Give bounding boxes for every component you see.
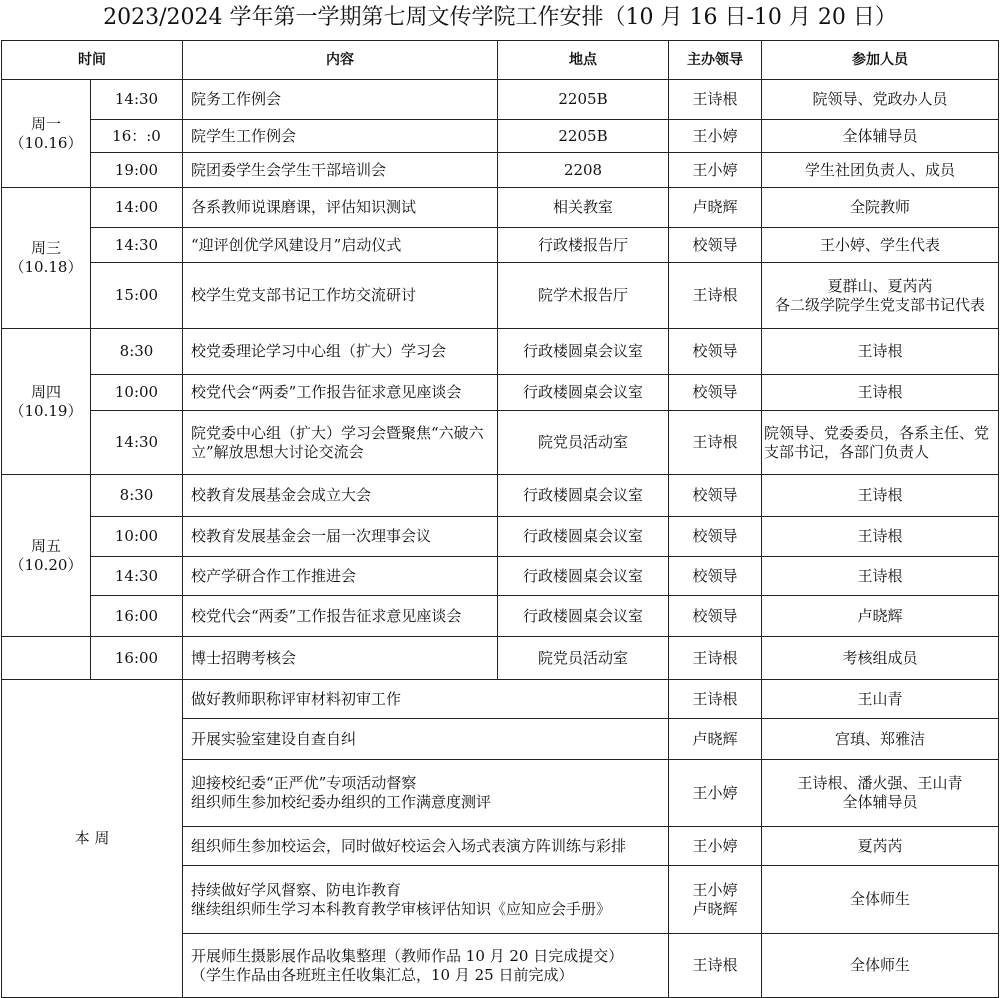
people-cell: 全体师生	[762, 866, 999, 934]
day-name: 周三	[30, 239, 61, 257]
people-cell: 王诗根	[762, 517, 999, 557]
place-cell: 2205B	[498, 80, 669, 120]
time-cell: 16：:0	[91, 120, 183, 153]
header-place: 地点	[498, 41, 669, 80]
day-cell-wed	[2, 188, 91, 329]
leader-line: 卢晓辉	[692, 899, 738, 918]
leader-cell: 王诗根	[669, 263, 762, 329]
people-line: 全体辅导员	[842, 793, 918, 811]
table-row	[2, 120, 999, 153]
content-line: 院党委中心组（扩大）学习会暨聚焦“六破六	[191, 423, 484, 442]
week-content-cell: 组织师生参加校运会，同时做好校运会入场式表演方阵训练与彩排	[183, 827, 669, 866]
content-cell: 院团委学生会学生干部培训会	[183, 153, 498, 188]
content-line: 持续做好学风督察、防电诈教育	[191, 880, 402, 899]
header-time: 时间	[2, 41, 183, 80]
time-cell: 14:00	[91, 188, 183, 228]
table-row	[2, 329, 999, 375]
leader-cell: 王诗根	[669, 637, 762, 680]
place-cell: 行政楼圆桌会议室	[498, 475, 669, 517]
header-row	[2, 41, 999, 80]
day-name: 周五	[30, 536, 61, 555]
leader-cell: 卢晓辉	[669, 188, 762, 228]
people-line: 夏群山、夏芮芮	[827, 276, 933, 295]
content-line: 立”解放思想大讨论交流会	[191, 442, 364, 461]
content-line: 开展师生摄影展作品收集整理（教师作品 10 月 20 日完成提交）	[191, 946, 624, 965]
people-cell: 王诗根	[762, 375, 999, 411]
place-cell: 院党员活动室	[498, 411, 669, 475]
table-row	[2, 411, 999, 475]
day-cell-mon	[2, 80, 91, 188]
people-cell: 王诗根	[762, 475, 999, 517]
table-row	[2, 375, 999, 411]
header-content: 内容	[183, 41, 498, 80]
day-name: 周四	[30, 382, 61, 401]
time-cell: 15:00	[91, 263, 183, 329]
day-name: 周一	[30, 114, 61, 133]
people-cell	[762, 263, 999, 329]
place-cell: 行政楼报告厅	[498, 228, 669, 263]
content-cell: 各系教师说课磨课，评估知识测试	[183, 188, 498, 228]
table-row	[2, 680, 999, 719]
leader-cell: 校领导	[669, 375, 762, 411]
place-cell: 院党员活动室	[498, 637, 669, 680]
table-row	[2, 80, 999, 120]
content-cell: 校党代会“两委”工作报告征求意见座谈会	[183, 375, 498, 411]
table-row	[2, 263, 999, 329]
header-people: 参加人员	[762, 41, 999, 80]
content-cell: 校党委理论学习中心组（扩大）学习会	[183, 329, 498, 375]
leader-cell: 王诗根	[669, 680, 762, 719]
place-cell: 行政楼圆桌会议室	[498, 375, 669, 411]
place-cell: 行政楼圆桌会议室	[498, 517, 669, 557]
leader-cell: 校领导	[669, 596, 762, 637]
people-line: 各二级学院学生党支部书记代表	[774, 295, 985, 314]
week-content-cell	[183, 934, 669, 998]
week-content-cell	[183, 760, 669, 827]
content-cell: 校党代会“两委”工作报告征求意见座谈会	[183, 596, 498, 637]
content-line: 组织师生参加校纪委办组织的工作满意度测评	[191, 793, 492, 811]
time-cell: 16:00	[91, 637, 183, 680]
day-cell-thu	[2, 329, 91, 475]
people-cell: 卢晓辉	[762, 596, 999, 637]
day-date: （10.18）	[9, 258, 83, 276]
page-title: 2023/2024 学年第一学期第七周文传学院工作安排（10 月 16 日-10 月 20 日）	[103, 5, 897, 30]
people-cell: 全院教师	[762, 188, 999, 228]
week-content-cell: 做好教师职称评审材料初审工作	[183, 680, 669, 719]
table-row	[2, 153, 999, 188]
day-date: （10.20）	[9, 555, 83, 574]
people-line: 院领导、党委委员，各系主任、党	[764, 423, 990, 442]
day-date: （10.19）	[9, 401, 83, 420]
content-cell: 校产学研合作工作推进会	[183, 557, 498, 596]
time-cell: 19:00	[91, 153, 183, 188]
leader-cell: 王诗根	[669, 80, 762, 120]
leader-cell: 校领导	[669, 329, 762, 375]
place-cell: 相关教室	[498, 188, 669, 228]
day-date: （10.16）	[9, 133, 83, 152]
schedule-table	[1, 40, 999, 998]
people-cell: 王诗根	[762, 329, 999, 375]
table-row	[2, 557, 999, 596]
content-cell: 校教育发展基金会成立大会	[183, 475, 498, 517]
table-row	[2, 475, 999, 517]
place-cell: 行政楼圆桌会议室	[498, 596, 669, 637]
table-row	[2, 228, 999, 263]
time-cell: 14:30	[91, 411, 183, 475]
table-row	[2, 596, 999, 637]
people-line: 支部书记，各部门负责人	[764, 442, 930, 461]
content-cell: 院务工作例会	[183, 80, 498, 120]
table-row	[2, 517, 999, 557]
time-cell: 8:30	[91, 329, 183, 375]
leader-cell	[669, 866, 762, 934]
content-cell	[183, 411, 498, 475]
place-cell: 2208	[498, 153, 669, 188]
leader-cell: 校领导	[669, 517, 762, 557]
content-cell: “迎评创优学风建设月”启动仪式	[183, 228, 498, 263]
day-cell-empty	[2, 637, 91, 680]
people-cell: 王小婷、学生代表	[762, 228, 999, 263]
content-line: 迎接校纪委“正严优”专项活动督察	[191, 774, 417, 792]
leader-cell: 王小婷	[669, 760, 762, 827]
people-line: 王诗根、潘火强、王山青	[797, 774, 963, 792]
content-cell: 博士招聘考核会	[183, 637, 498, 680]
leader-cell: 卢晓辉	[669, 719, 762, 760]
people-cell	[762, 760, 999, 827]
people-cell: 夏芮芮	[762, 827, 999, 866]
people-cell: 考核组成员	[762, 637, 999, 680]
people-cell: 王诗根	[762, 557, 999, 596]
time-cell: 14:30	[91, 228, 183, 263]
leader-cell: 校领导	[669, 557, 762, 596]
people-cell	[762, 411, 999, 475]
header-leader: 主办领导	[669, 41, 762, 80]
place-cell: 2205B	[498, 120, 669, 153]
table-row	[2, 637, 999, 680]
people-cell: 王山青	[762, 680, 999, 719]
place-cell: 行政楼圆桌会议室	[498, 557, 669, 596]
leader-cell: 王小婷	[669, 153, 762, 188]
time-cell: 10:00	[91, 517, 183, 557]
people-cell: 学生社团负责人、成员	[762, 153, 999, 188]
people-cell: 全体辅导员	[762, 120, 999, 153]
leader-line: 王小婷	[692, 880, 738, 899]
time-cell: 16:00	[91, 596, 183, 637]
day-cell-fri	[2, 475, 91, 637]
time-cell: 10:00	[91, 375, 183, 411]
content-line: 继续组织师生学习本科教育教学审核评估知识《应知应会手册》	[191, 899, 612, 918]
content-cell: 校教育发展基金会一届一次理事会议	[183, 517, 498, 557]
leader-cell: 校领导	[669, 475, 762, 517]
people-cell: 全体师生	[762, 934, 999, 998]
leader-cell: 王小婷	[669, 827, 762, 866]
content-cell: 院学生工作例会	[183, 120, 498, 153]
time-cell: 8:30	[91, 475, 183, 517]
leader-cell: 王诗根	[669, 934, 762, 998]
content-cell: 校学生党支部书记工作坊交流研讨	[183, 263, 498, 329]
people-cell: 宫瑱、郑雅洁	[762, 719, 999, 760]
place-cell: 院学术报告厅	[498, 263, 669, 329]
place-cell: 行政楼圆桌会议室	[498, 329, 669, 375]
time-cell: 14:30	[91, 80, 183, 120]
leader-cell: 王诗根	[669, 411, 762, 475]
content-line: （学生作品由各班班主任收集汇总，10 月 25 日前完成）	[191, 965, 574, 984]
leader-cell: 王小婷	[669, 120, 762, 153]
table-row	[2, 188, 999, 228]
week-label-cell: 本 周	[2, 680, 183, 998]
leader-cell: 校领导	[669, 228, 762, 263]
people-cell: 院领导、党政办人员	[762, 80, 999, 120]
week-content-cell: 开展实验室建设自查自纠	[183, 719, 669, 760]
week-content-cell	[183, 866, 669, 934]
time-cell: 14:30	[91, 557, 183, 596]
